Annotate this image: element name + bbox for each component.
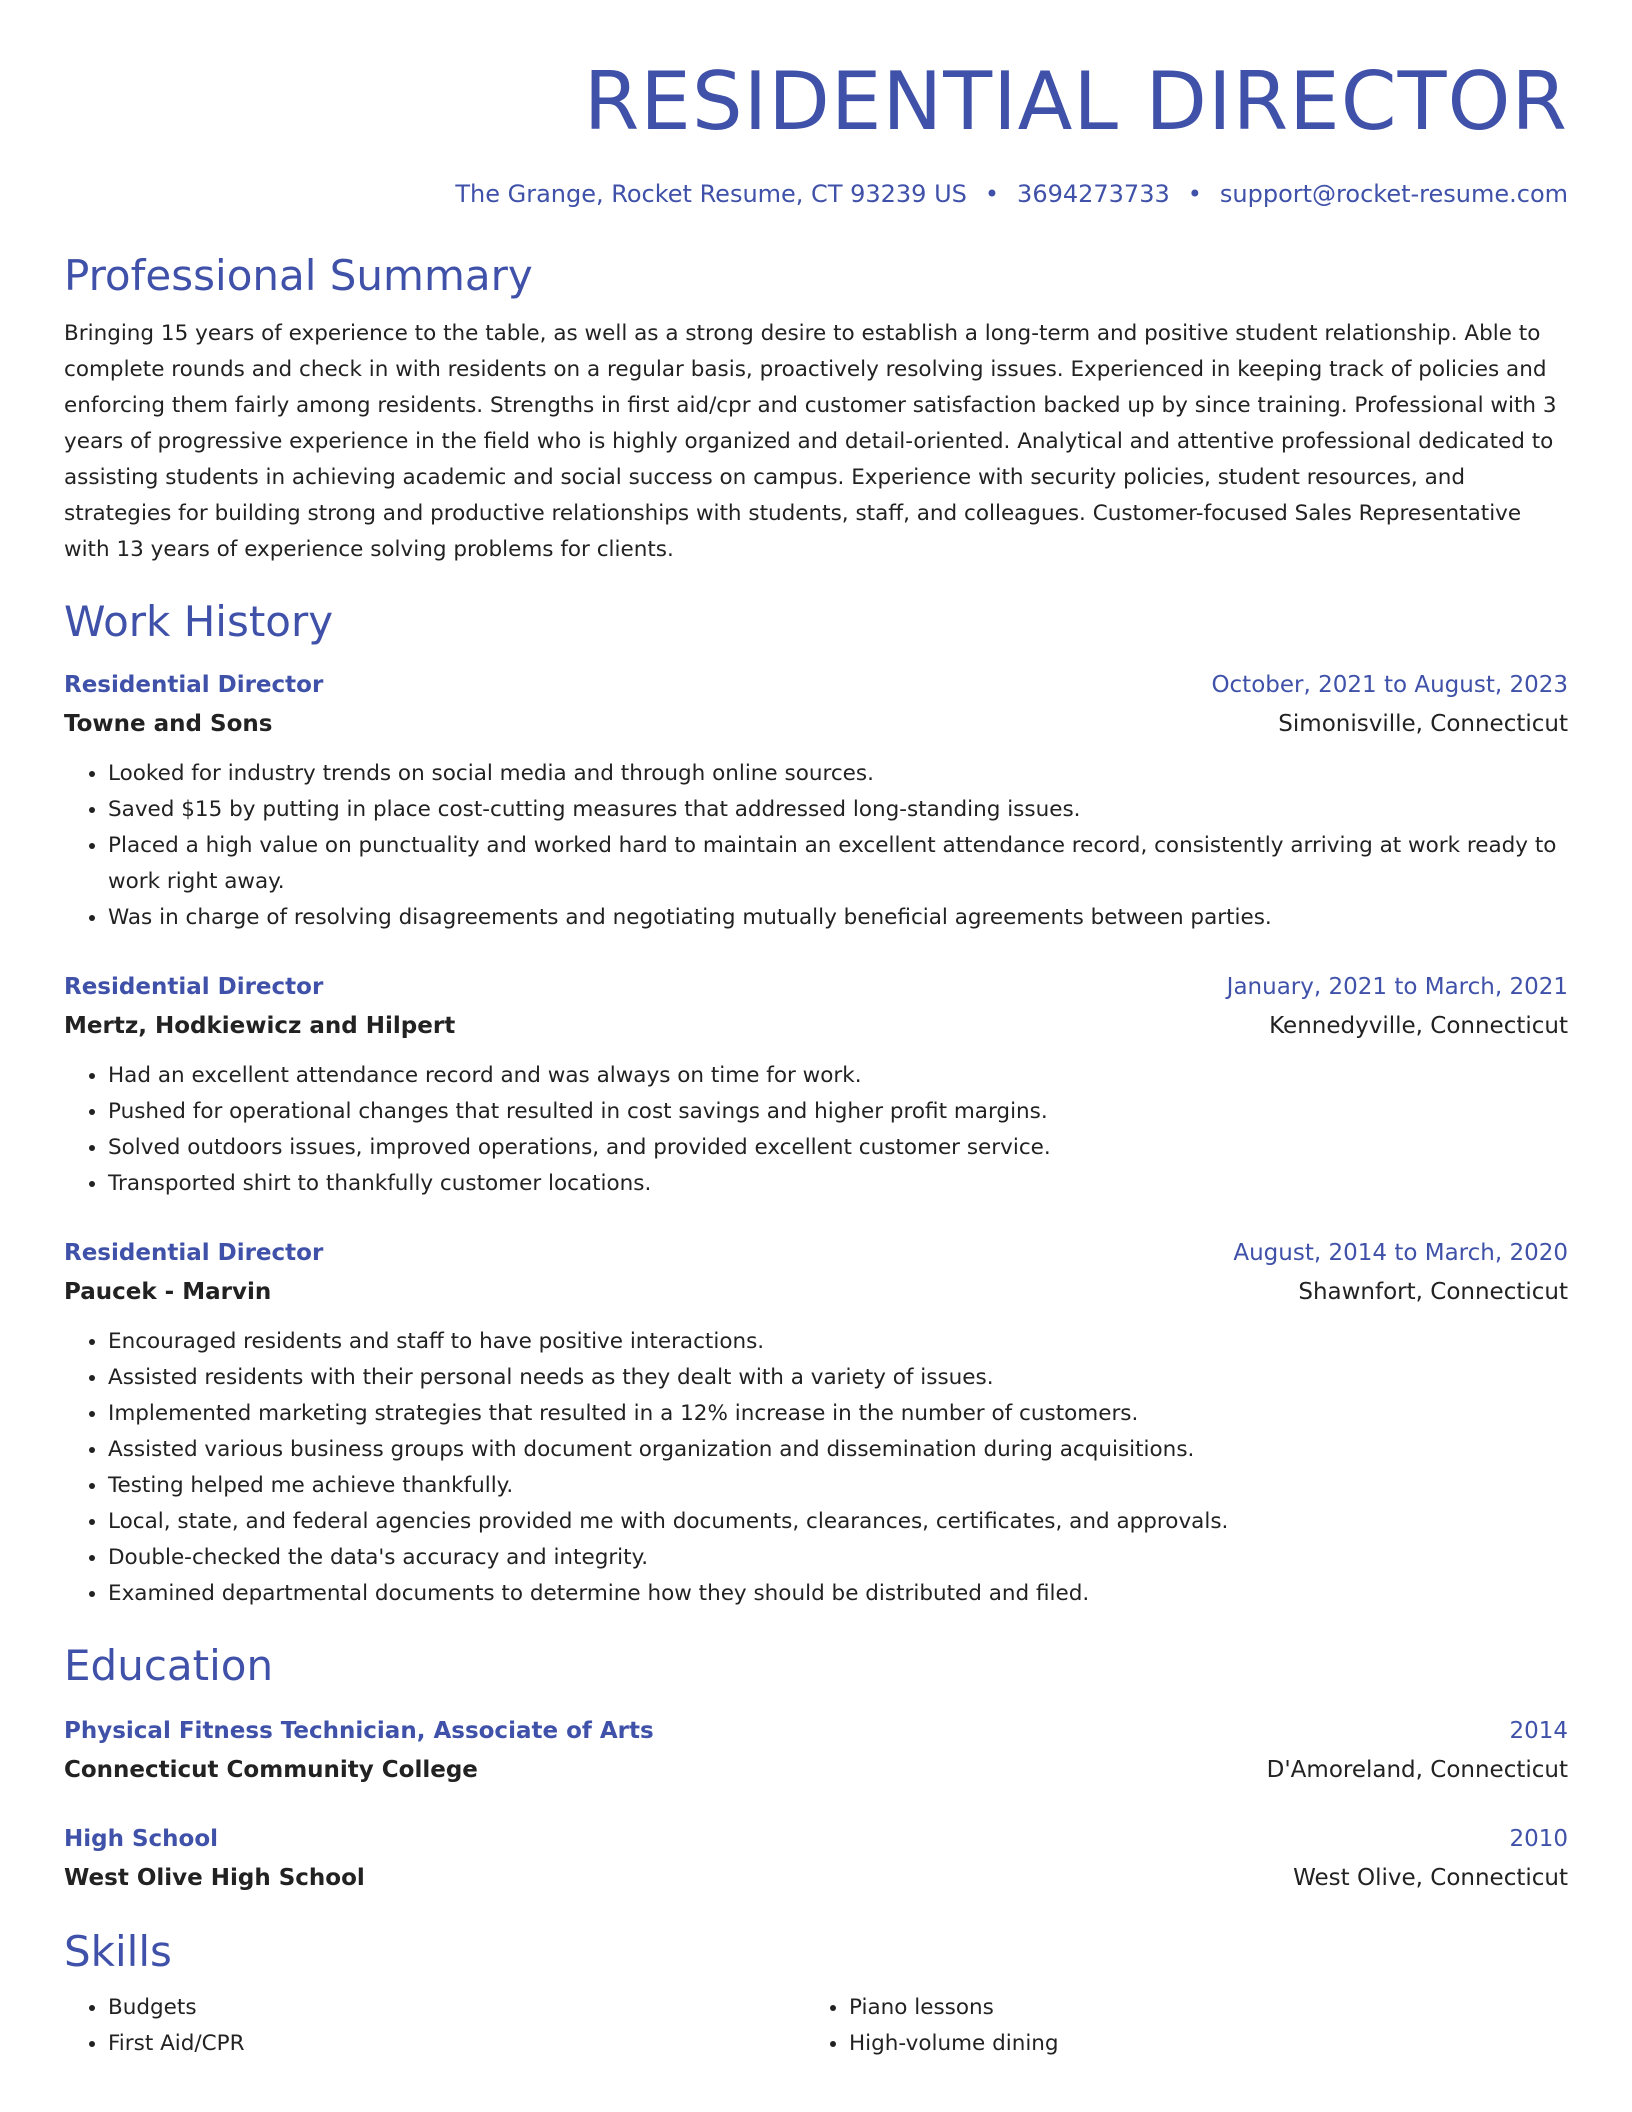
job-entry [64,666,1568,936]
skills-column-right [805,1990,1546,2062]
skill-item: • Budgets [108,1990,805,2026]
summary-section [64,250,1568,568]
job-bullet: • Looked for industry trends on social media and through online sources. [108,756,1568,792]
job-location: Shawnfort, Connecticut [1298,1279,1568,1305]
job-bullets [64,1324,1568,1612]
summary-heading: Professional Summary [64,251,533,300]
education-school: West Olive High School [64,1865,365,1891]
job-bullet: • Assisted various business groups with document organization and dissemination during acquisitions. [108,1432,1568,1468]
job-location: Kennedyville, Connecticut [1269,1013,1568,1039]
resume-title: RESIDENTIAL DIRECTOR [583,55,1568,148]
work-history-section [64,596,1568,1612]
job-bullet: • Double-checked the data's accuracy and integrity. [108,1540,1568,1576]
summary-text: Bringing 15 years of experience to the table, as well as a strong desire to establish a long-term and positive student relationship. Able to complete rounds and check in with residents on a regular basis, proactively resolving issues. Experienced in keeping track of policies and enforcing them fairly among residents. Strengths in first aid/cpr and customer satisfaction backed up by since training. Professional with 3 years of progressive experience in the field who is highly organized and detail-oriented. Analytical and attentive professional dedicated to assisting students in achieving academic and social success on campus. Experience with security policies, student resources, and strategies for building strong and productive relationships with students, staff, and colleagues. Customer-focused Sales Representative with 13 years of experience solving problems for clients. [64,321,1557,562]
job-company: Mertz, Hodkiewicz and Hilpert [64,1013,456,1039]
job-entry [64,1234,1568,1612]
education-year: 2014 [1509,1718,1568,1744]
job-bullet: • Local, state, and federal agencies provided me with documents, clearances, certificates, and approvals. [108,1504,1568,1540]
skill-item: • Piano lessons [849,1990,1546,2026]
work-history-heading: Work History [64,597,334,646]
education-school: Connecticut Community College [64,1757,478,1783]
job-entry [64,968,1568,1202]
job-bullet: • Was in charge of resolving disagreements and negotiating mutually beneficial agreements between parties. [108,900,1568,936]
education-location: D'Amoreland, Connecticut [1266,1757,1568,1783]
education-degree: High School [64,1826,219,1852]
job-bullet: • Had an excellent attendance record and was always on time for work. [108,1058,1568,1094]
contact-phone: 3694273733 [1017,180,1170,208]
job-title: Residential Director [64,974,324,1000]
skill-item: • First Aid/CPR [108,2026,805,2062]
job-bullet: • Examined departmental documents to determine how they should be distributed and filed. [108,1576,1568,1612]
job-bullet: • Implemented marketing strategies that resulted in a 12% increase in the number of customers. [108,1396,1568,1432]
job-bullet: • Transported shirt to thankfully customer locations. [108,1166,1568,1202]
skills-section [64,1926,1568,2062]
job-company: Towne and Sons [64,711,273,737]
skill-item: • High-volume dining [849,2026,1546,2062]
contact-address: The Grange, Rocket Resume, CT 93239 US [455,180,967,208]
education-degree: Physical Fitness Technician, Associate of Arts [64,1718,654,1744]
job-bullet: • Placed a high value on punctuality and worked hard to maintain an excellent attendance record, consistently arriving at work ready to work right away. [108,828,1568,900]
contact-line [64,178,1568,210]
job-dates: January, 2021 to March, 2021 [1226,974,1568,1000]
education-entry [64,1712,1568,1790]
job-bullets [64,1058,1568,1202]
education-heading: Education [64,1641,274,1690]
education-entry [64,1820,1568,1898]
job-bullet: • Pushed for operational changes that resulted in cost savings and higher profit margins. [108,1094,1568,1130]
education-section [64,1640,1568,1898]
job-dates: October, 2021 to August, 2023 [1211,672,1568,698]
job-bullet: • Testing helped me achieve thankfully. [108,1468,1568,1504]
skills-list [64,1990,805,2062]
skills-heading: Skills [64,1927,172,1976]
skills-grid [64,1990,1568,2062]
education-year: 2010 [1509,1826,1568,1852]
job-dates: August, 2014 to March, 2020 [1233,1240,1568,1266]
job-bullet: • Saved $15 by putting in place cost-cutting measures that addressed long-standing issues. [108,792,1568,828]
contact-email: support@rocket-resume.com [1219,180,1568,208]
contact-separator: • [984,180,1000,208]
job-bullet: • Encouraged residents and staff to have positive interactions. [108,1324,1568,1360]
skills-column-left [64,1990,805,2062]
job-bullet: • Solved outdoors issues, improved operations, and provided excellent customer service. [108,1130,1568,1166]
job-bullet: • Assisted residents with their personal needs as they dealt with a variety of issues. [108,1360,1568,1396]
job-title: Residential Director [64,672,324,698]
job-bullets [64,756,1568,936]
job-location: Simonisville, Connecticut [1278,711,1568,737]
contact-separator: • [1187,180,1202,208]
skills-list [805,1990,1546,2062]
job-title: Residential Director [64,1240,324,1266]
education-location: West Olive, Connecticut [1293,1865,1568,1891]
job-company: Paucek - Marvin [64,1279,272,1305]
